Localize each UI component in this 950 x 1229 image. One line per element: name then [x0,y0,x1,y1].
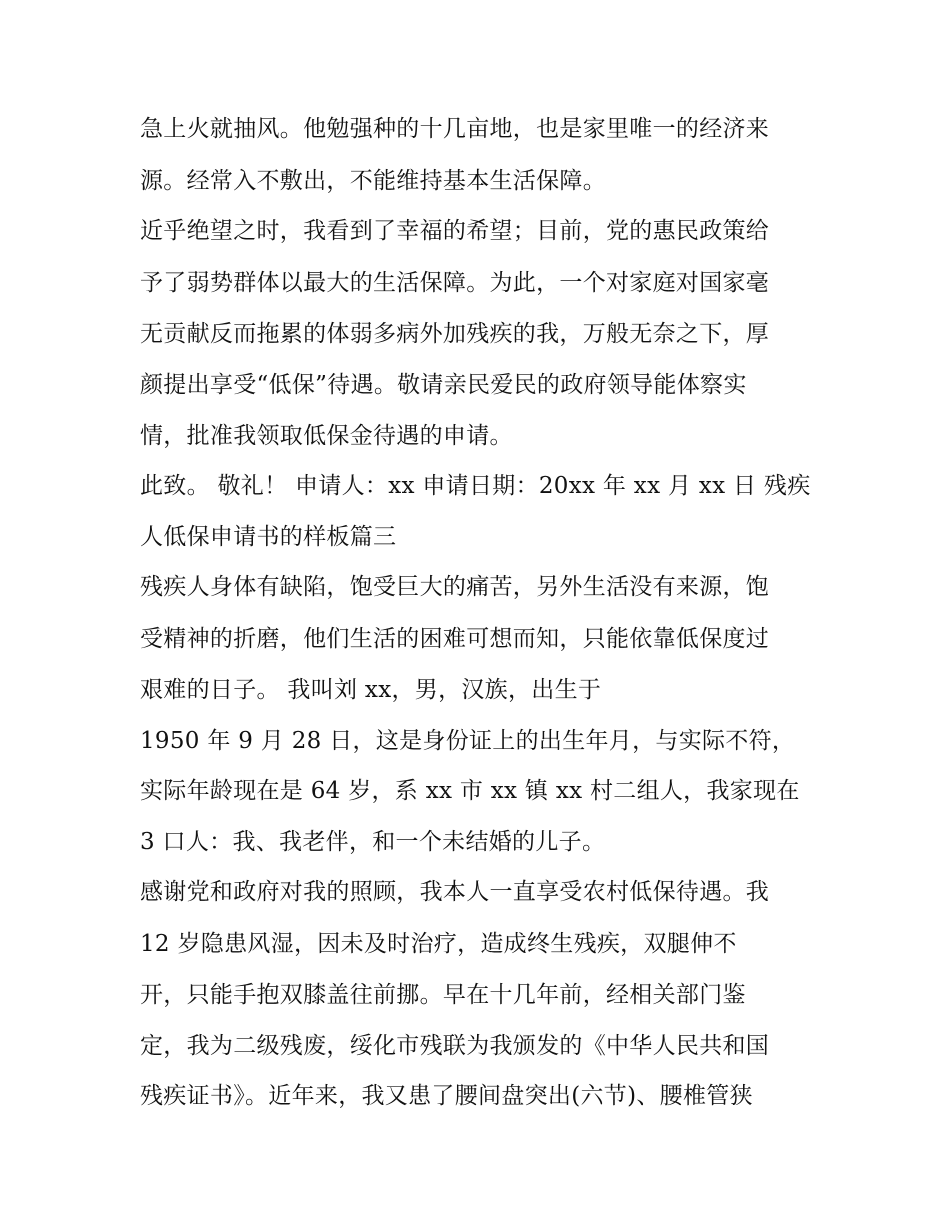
text-line: 残疾人身体有缺陷，饱受巨大的痛苦，另外生活没有来源，饱 [140,574,770,600]
text-line: 12 岁隐患风湿，因未及时治疗，造成终生残疾，双腿伸不 [140,931,737,957]
text-line: 定，我为二级残废，绥化市残联为我颁发的《中华人民共和国 [140,1033,770,1059]
text-line: 急上火就抽风。他勉强种的十几亩地，也是家里唯一的经济来 [140,116,770,142]
text-line: 残疾证书》。近年来，我又患了腰间盘突出(六节)、腰椎管狭 [140,1083,753,1109]
text-line: 1950 年 9 月 28 日，这是身份证上的出生年月，与实际不符， [140,728,796,754]
text-line: 艰难的日子。 我叫刘 xx，男，汉族，出生于 [140,677,602,703]
text-line: 无贡献反而拖累的体弱多病外加残疾的我，万般无奈之下，厚 [140,321,770,347]
text-line: 人低保申请书的样板篇三 [140,524,397,550]
text-line: 开，只能手抱双膝盖往前挪。早在十几年前，经相关部门鉴 [140,982,746,1008]
text-line: 颜提出享受“低保”待遇。敬请亲民爱民的政府领导能体察实 [140,372,747,398]
text-line: 近乎绝望之时，我看到了幸福的希望；目前，党的惠民政策给 [140,218,770,244]
text-line: 情，批准我领取低保金待遇的申请。 [140,423,513,449]
text-line: 感谢党和政府对我的照顾，我本人一直享受农村低保待遇。我 [140,879,770,905]
text-line: 源。经常入不敷出，不能维持基本生活保障。 [140,168,606,194]
text-line: 此致。 敬礼！ 申请人：xx 申请日期：20xx 年 xx 月 xx 日 残疾 [140,473,811,499]
text-line: 3 口人：我、我老伴，和一个未结婚的儿子。 [140,829,606,855]
text-line: 予了弱势群体以最大的生活保障。为此，一个对家庭对国家毫 [140,270,770,296]
text-line: 受精神的折磨，他们生活的困难可想而知，只能依靠低保度过 [140,626,770,652]
text-line: 实际年龄现在是 64 岁，系 xx 市 xx 镇 xx 村二组人，我家现在 [140,778,800,804]
